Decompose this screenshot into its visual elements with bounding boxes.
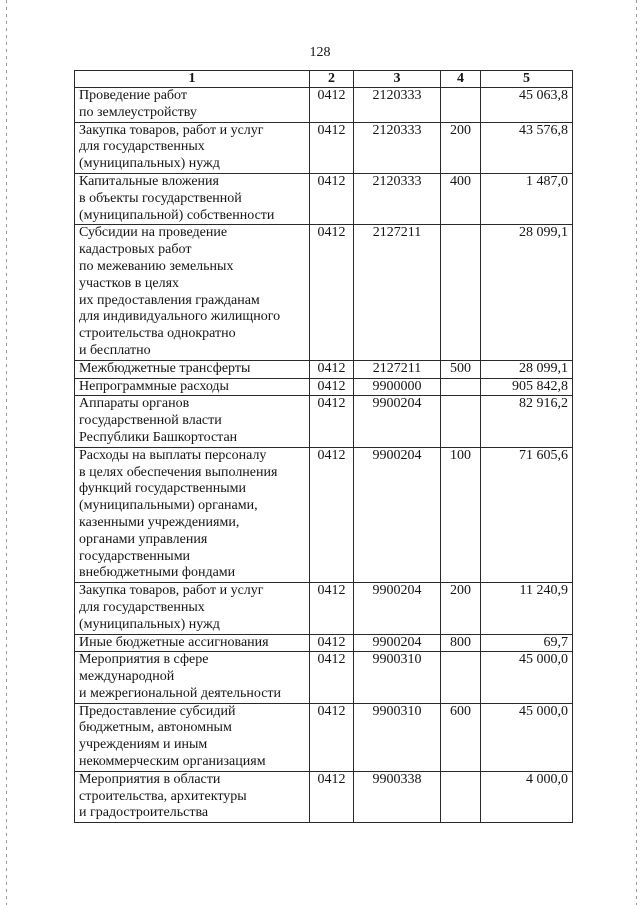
table-row xyxy=(75,703,573,771)
row-type: 500 xyxy=(441,360,481,378)
row-name: Капитальные вложения в объекты государственной (муниципальной) собственности xyxy=(75,173,310,224)
row-section: 0412 xyxy=(310,703,354,771)
row-type xyxy=(441,396,481,447)
row-section: 0412 xyxy=(310,583,354,634)
row-type: 600 xyxy=(441,703,481,771)
header-col-5: 5 xyxy=(481,71,573,88)
row-section: 0412 xyxy=(310,378,354,396)
header-col-1: 1 xyxy=(75,71,310,88)
page-number: 128 xyxy=(309,45,331,60)
table-row xyxy=(75,360,573,378)
row-type xyxy=(441,88,481,123)
table-row xyxy=(75,583,573,634)
table-row xyxy=(75,634,573,652)
row-section: 0412 xyxy=(310,88,354,123)
row-amount: 28 099,1 xyxy=(481,225,573,360)
table-row xyxy=(75,122,573,173)
header-col-3: 3 xyxy=(354,71,441,88)
row-amount: 28 099,1 xyxy=(481,360,573,378)
row-type xyxy=(441,225,481,360)
row-section: 0412 xyxy=(310,173,354,224)
row-amount: 905 842,8 xyxy=(481,378,573,396)
row-type: 800 xyxy=(441,634,481,652)
row-type: 200 xyxy=(441,583,481,634)
row-section: 0412 xyxy=(310,396,354,447)
row-amount: 11 240,9 xyxy=(481,583,573,634)
row-name: Расходы на выплаты персоналу в целях обеспечения выполнения функций государственными (муниципальными) органами, казенными учреждениями, органами управления государственными внебюджетными фондами xyxy=(75,447,310,582)
row-name: Предоставление субсидий бюджетным, автономным учреждениям и иным некоммерческим организациям xyxy=(75,703,310,771)
row-section: 0412 xyxy=(310,447,354,582)
row-name: Закупка товаров, работ и услуг для государственных (муниципальных) нужд xyxy=(75,122,310,173)
row-section: 0412 xyxy=(310,360,354,378)
scan-edge-right xyxy=(636,0,637,905)
row-amount: 45 063,8 xyxy=(481,88,573,123)
row-type xyxy=(441,771,481,822)
row-target: 9900204 xyxy=(354,634,441,652)
row-amount: 45 000,0 xyxy=(481,703,573,771)
row-name: Аппараты органов государственной власти Республики Башкортостан xyxy=(75,396,310,447)
row-target: 9900000 xyxy=(354,378,441,396)
row-target: 2120333 xyxy=(354,122,441,173)
row-target: 9900204 xyxy=(354,583,441,634)
row-target: 2120333 xyxy=(354,173,441,224)
header-row xyxy=(75,71,573,88)
row-target: 2120333 xyxy=(354,88,441,123)
row-name: Иные бюджетные ассигнования xyxy=(75,634,310,652)
row-amount: 43 576,8 xyxy=(481,122,573,173)
row-name: Мероприятия в области строительства, архитектуры и градостроительства xyxy=(75,771,310,822)
table-row xyxy=(75,447,573,582)
table-row xyxy=(75,652,573,703)
row-type: 100 xyxy=(441,447,481,582)
table-row xyxy=(75,88,573,123)
table-row xyxy=(75,225,573,360)
table-row xyxy=(75,771,573,822)
row-name: Межбюджетные трансферты xyxy=(75,360,310,378)
row-type: 400 xyxy=(441,173,481,224)
row-type xyxy=(441,652,481,703)
row-amount: 69,7 xyxy=(481,634,573,652)
budget-table xyxy=(74,70,573,823)
table-row xyxy=(75,396,573,447)
row-name: Непрограммные расходы xyxy=(75,378,310,396)
row-amount: 4 000,0 xyxy=(481,771,573,822)
row-section: 0412 xyxy=(310,771,354,822)
row-target: 2127211 xyxy=(354,360,441,378)
row-section: 0412 xyxy=(310,122,354,173)
row-amount: 1 487,0 xyxy=(481,173,573,224)
row-amount: 45 000,0 xyxy=(481,652,573,703)
row-type: 200 xyxy=(441,122,481,173)
row-name: Проведение работ по землеустройству xyxy=(75,88,310,123)
row-amount: 71 605,6 xyxy=(481,447,573,582)
row-name: Закупка товаров, работ и услуг для государственных (муниципальных) нужд xyxy=(75,583,310,634)
row-section: 0412 xyxy=(310,225,354,360)
row-target: 9900310 xyxy=(354,652,441,703)
row-target: 9900204 xyxy=(354,447,441,582)
row-target: 9900204 xyxy=(354,396,441,447)
scan-edge-left xyxy=(6,0,7,905)
row-name: Субсидии на проведение кадастровых работ по межеванию земельных участков в целях их предоставления гражданам для индивидуального жилищного строительства однократно и бесплатно xyxy=(75,225,310,360)
row-section: 0412 xyxy=(310,634,354,652)
row-amount: 82 916,2 xyxy=(481,396,573,447)
table-row xyxy=(75,378,573,396)
header-col-4: 4 xyxy=(441,71,481,88)
row-target: 9900310 xyxy=(354,703,441,771)
header-col-2: 2 xyxy=(310,71,354,88)
row-target: 2127211 xyxy=(354,225,441,360)
row-name: Мероприятия в сфере международной и межрегиональной деятельности xyxy=(75,652,310,703)
row-target: 9900338 xyxy=(354,771,441,822)
row-type xyxy=(441,378,481,396)
row-section: 0412 xyxy=(310,652,354,703)
table-row xyxy=(75,173,573,224)
